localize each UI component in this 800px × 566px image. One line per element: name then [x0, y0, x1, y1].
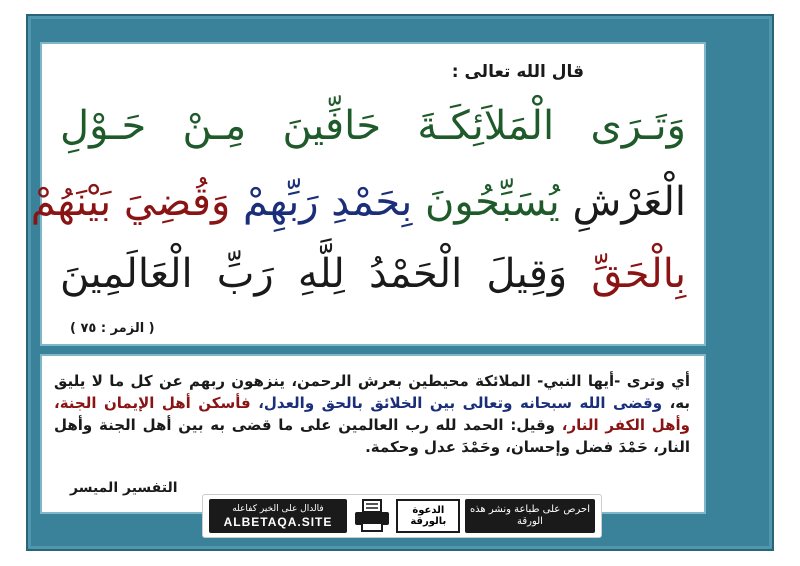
tafsir-sentence: فأسكن أهل الإيمان الجنة، وأهل الكفر النار، [54, 394, 691, 434]
printer-icon [352, 499, 392, 533]
tafsir-panel [40, 354, 706, 514]
verse-word: بِالْحَقِّ [591, 251, 687, 297]
verse-line-1: وَتَـرَى الْمَلاَئِكَـةَ حَافِّينَ مِـنْ حَـوْلِ [60, 103, 686, 149]
site-url[interactable]: ALBETAQA.SITE [223, 514, 333, 529]
verse-word: وَقِيلَ الْحَمْدُ لِلَّهِ رَبِّ الْعَالَمِينَ [60, 251, 568, 297]
tafsir-sentence: وقضى الله سبحانه وتعالى بين الخلائق بالحق والعدل، [258, 394, 663, 412]
site-box[interactable] [209, 499, 347, 533]
tafsir-text [54, 370, 690, 458]
print-note: احرص على طباعة ونشر هذه الورقة [465, 499, 595, 533]
footer-banner [202, 494, 602, 538]
brand-logo: الدعوة بالورقة [396, 499, 460, 533]
site-note: فالدال على الخير كفاعله [232, 503, 324, 514]
tafsir-sentence: وقيل: الحمد لله رب العالمين على ما قضى به بين أهل الجنة وأهل النار، حَمْدَ فضل وإحسان، وحَمْدَ عدل وحكمة. [54, 416, 690, 456]
verse-word: وَقُضِيَ بَيْنَهُمْ [30, 179, 231, 225]
verse-line-2 [30, 172, 686, 232]
verse-reference: ( الزمر : ٧٥ ) [70, 321, 155, 336]
verse-intro: قال الله تعالى : [451, 62, 584, 82]
verse-line-3 [60, 244, 686, 304]
verse-panel [30, 42, 706, 346]
verse-word: يُسَبِّحُونَ [425, 179, 560, 225]
verse-word: الْعَرْشِ [572, 179, 686, 225]
tafsir-source: التفسير الميسر [70, 480, 178, 496]
verse-word: بِحَمْدِ رَبِّهِمْ [243, 179, 413, 225]
tafsir-sentence: أي وترى -أيها النبي- الملائكة محيطين بعرش الرحمن، ينزهون ربهم عن كل ما لا يليق به، [54, 372, 690, 412]
